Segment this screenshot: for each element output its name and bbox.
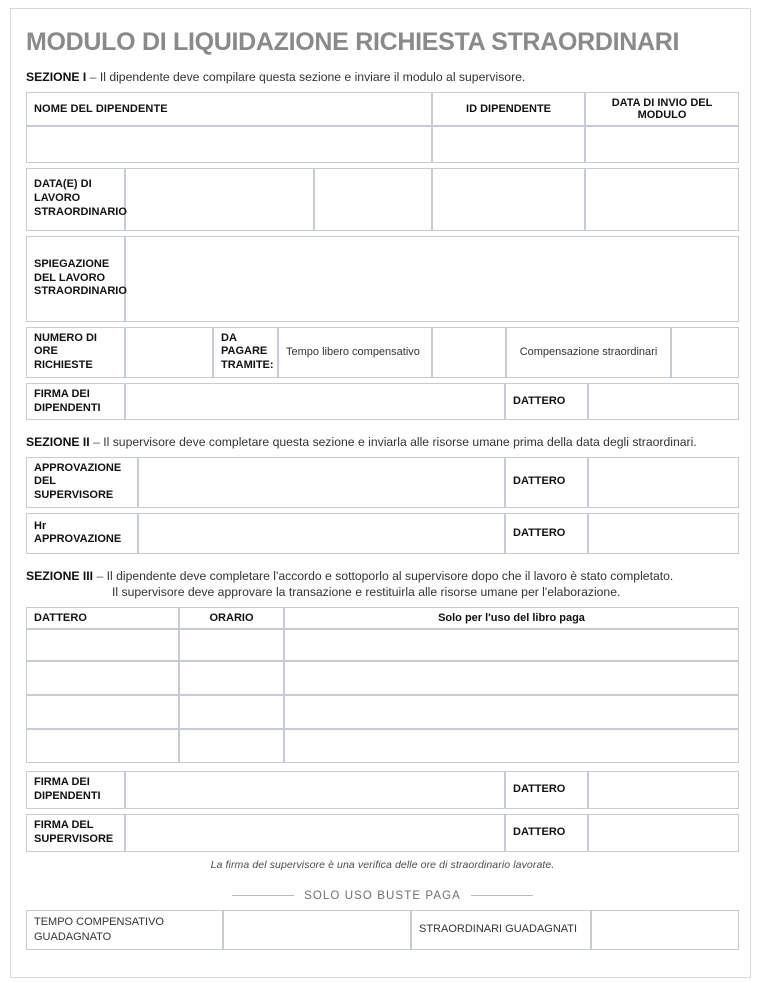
- divider-rule-right: [471, 895, 533, 896]
- table-row: [26, 814, 739, 852]
- table-row: [26, 92, 739, 126]
- table-row: [26, 236, 739, 322]
- field-final-employee-signature[interactable]: [125, 771, 505, 809]
- label-pay-via: DA PAGARE TRAMITE:: [213, 327, 278, 378]
- section-3-employee-signature-table: [26, 771, 739, 809]
- field-final-employee-signature-date[interactable]: [588, 771, 739, 809]
- label-final-employee-signature-date: DATTERO: [505, 771, 588, 809]
- section-3-dash: –: [96, 568, 104, 583]
- cell-time-2[interactable]: [179, 661, 284, 695]
- table-row: [26, 513, 739, 554]
- section-3-label: SEZIONE III: [26, 568, 94, 583]
- table-row: [26, 126, 739, 163]
- section-1-dash: –: [89, 70, 97, 85]
- field-hr-approval[interactable]: [138, 513, 505, 554]
- table-row: [26, 771, 739, 809]
- cell-time-1[interactable]: [179, 629, 284, 661]
- field-employee-id[interactable]: [432, 126, 585, 163]
- cell-payroll-1[interactable]: [284, 629, 739, 661]
- table-row: [26, 168, 739, 231]
- section-2-dash: –: [93, 435, 100, 450]
- field-overtime-explanation[interactable]: [125, 236, 739, 322]
- header-submission-date: DATA DI INVIO DEL MODULO: [585, 92, 739, 126]
- field-final-supervisor-signature[interactable]: [125, 814, 505, 852]
- form-body: [26, 23, 739, 950]
- label-overtime-dates: DATA(E) DI LAVORO STRAORDINARIO: [26, 168, 125, 231]
- section-1-signature-table: [26, 383, 739, 421]
- label-employee-signature: FIRMA DEI DIPENDENTI: [26, 383, 125, 421]
- checkbox-overtime-pay[interactable]: [671, 327, 739, 378]
- cell-time-4[interactable]: [179, 729, 284, 763]
- table-row: [26, 383, 739, 421]
- table-row: [26, 457, 739, 508]
- payroll-use-table: [26, 910, 739, 950]
- section-1-dates-table: [26, 168, 739, 231]
- section-1-text: Il dipendente deve compilare questa sezione e inviare il modulo al supervisore.: [99, 70, 526, 85]
- header-employee-id: ID DIPENDENTE: [432, 92, 585, 126]
- table-row: [26, 661, 739, 695]
- page-title: MODULO DI LIQUIDAZIONE RICHIESTA STRAORDINARI: [26, 28, 680, 56]
- section-2-text: Il supervisore deve completare questa sezione e inviarla alle risorse umane prima della data degli straordinari.: [103, 435, 697, 450]
- field-supervisor-approval[interactable]: [138, 457, 505, 508]
- section-2-supervisor-table: [26, 457, 739, 508]
- field-overtime-earned[interactable]: [591, 910, 739, 950]
- label-employee-signature-date: DATTERO: [505, 383, 588, 421]
- label-supervisor-approval-date: DATTERO: [505, 457, 588, 508]
- section-1-explanation-table: [26, 236, 739, 322]
- field-hours-requested[interactable]: [125, 327, 213, 378]
- label-supervisor-approval: APPROVAZIONE DEL SUPERVISORE: [26, 457, 138, 508]
- table-row: [26, 910, 739, 950]
- field-overtime-date-1[interactable]: [125, 168, 314, 231]
- table-row: [26, 695, 739, 729]
- cell-date-4[interactable]: [26, 729, 179, 763]
- divider-rule-left: [232, 895, 294, 896]
- field-employee-name[interactable]: [26, 126, 432, 163]
- section-1-label: SEZIONE I: [26, 70, 87, 85]
- section-2-hr-table: [26, 513, 739, 554]
- table-row: [26, 327, 739, 378]
- label-overtime-earned: STRAORDINARI GUADAGNATI: [411, 910, 591, 950]
- payroll-section-divider: [26, 890, 739, 902]
- field-employee-signature[interactable]: [125, 383, 505, 421]
- label-hr-approval: Hr APPROVAZIONE: [26, 513, 138, 554]
- form-page: [10, 8, 751, 978]
- cell-payroll-2[interactable]: [284, 661, 739, 695]
- label-hr-approval-date: DATTERO: [505, 513, 588, 554]
- label-comp-time-earned: TEMPO COMPENSATIVO GUADAGNATO: [26, 910, 223, 950]
- table-row: [26, 729, 739, 763]
- section-3-supervisor-signature-table: [26, 814, 739, 852]
- section-1-instruction: [26, 69, 739, 85]
- section-3-text-2: Il supervisore deve approvare la transazione e restituirla alle risorse umane per l'elaborazione.: [112, 585, 621, 600]
- field-overtime-date-2[interactable]: [314, 168, 432, 231]
- column-header-date: DATTERO: [26, 607, 179, 629]
- label-final-employee-signature: FIRMA DEI DIPENDENTI: [26, 771, 125, 809]
- field-overtime-date-4[interactable]: [585, 168, 739, 231]
- section-3-instruction: [26, 568, 739, 601]
- option-overtime-pay-label: Compensazione straordinari: [506, 327, 671, 378]
- section-3-text: Il dipendente deve completare l'accordo e sottoporlo al supervisore dopo che il lavoro è stato completato.: [106, 568, 674, 583]
- payroll-divider-label: SOLO USO BUSTE PAGA: [304, 889, 461, 902]
- section-1-table: [26, 92, 739, 163]
- header-employee-name: NOME DEL DIPENDENTE: [26, 92, 432, 126]
- column-header-time: ORARIO: [179, 607, 284, 629]
- label-final-supervisor-signature-date: DATTERO: [505, 814, 588, 852]
- field-supervisor-approval-date[interactable]: [588, 457, 739, 508]
- field-employee-signature-date[interactable]: [588, 383, 739, 421]
- option-comp-time-label: Tempo libero compensativo: [278, 327, 432, 378]
- label-final-supervisor-signature: FIRMA DEL SUPERVISORE: [26, 814, 125, 852]
- cell-payroll-3[interactable]: [284, 695, 739, 729]
- cell-time-3[interactable]: [179, 695, 284, 729]
- field-comp-time-earned[interactable]: [223, 910, 411, 950]
- section-2-label: SEZIONE II: [26, 435, 90, 450]
- checkbox-comp-time[interactable]: [432, 327, 506, 378]
- field-submission-date[interactable]: [585, 126, 739, 163]
- label-hours-requested: NUMERO DI ORE RICHIESTE: [26, 327, 125, 378]
- section-2-instruction: [26, 434, 739, 450]
- section-1-hours-table: [26, 327, 739, 378]
- cell-date-2[interactable]: [26, 661, 179, 695]
- label-overtime-explanation: SPIEGAZIONE DEL LAVORO STRAORDINARIO: [26, 236, 125, 322]
- table-row: [26, 629, 739, 661]
- field-overtime-date-3[interactable]: [432, 168, 585, 231]
- column-header-payroll-use: Solo per l'uso del libro paga: [284, 607, 739, 629]
- section-3-payroll-table: [26, 607, 739, 763]
- supervisor-signature-footnote: La firma del supervisore è una verifica delle ore di straordinario lavorate.: [210, 858, 555, 871]
- table-header-row: [26, 607, 739, 629]
- cell-payroll-4[interactable]: [284, 729, 739, 763]
- cell-date-3[interactable]: [26, 695, 179, 729]
- cell-date-1[interactable]: [26, 629, 179, 661]
- field-final-supervisor-signature-date[interactable]: [588, 814, 739, 852]
- field-hr-approval-date[interactable]: [588, 513, 739, 554]
